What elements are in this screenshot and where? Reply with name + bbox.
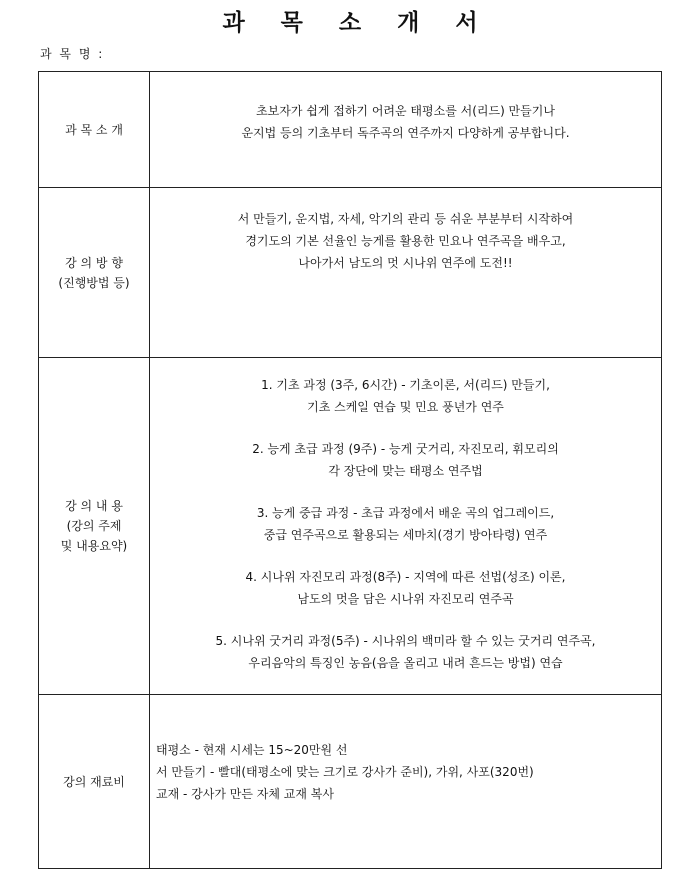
materials-line: 교재 - 강사가 만든 자체 교재 복사 [156, 787, 334, 801]
curriculum-item-title: 1. 기초 과정 (3주, 6시간) - 기초이론, 서(리드) 만들기, [261, 378, 550, 392]
curriculum-item-detail: 기초 스케일 연습 및 민요 풍년가 연주 [307, 400, 504, 414]
content-sublabel: (강의 주제 [66, 519, 122, 533]
intro-label-cell [39, 72, 150, 188]
materials-line: 서 만들기 - 빨대(태평소에 맞는 크기로 강사가 준비), 가위, 사포(320번) [156, 765, 534, 779]
curriculum-item-title: 4. 시나위 자진모리 과정(8주) - 지역에 따른 선법(성조) 이론, [245, 570, 566, 584]
content-label: 강 의 내 용 [65, 499, 123, 513]
curriculum-item-title: 5. 시나위 굿거리 과정(5주) - 시나위의 백미라 할 수 있는 굿거리 연주곡, [215, 634, 596, 648]
content-label-cell [39, 358, 150, 695]
intro-label: 과 목 소 개 [65, 122, 123, 137]
content-content-cell [150, 358, 662, 695]
materials-label-cell [39, 695, 150, 869]
curriculum-item-detail: 각 장단에 맞는 태평소 연주법 [328, 464, 483, 478]
direction-label: 강 의 방 향 [65, 255, 123, 270]
curriculum-item-detail: 남도의 멋을 담은 시나위 자진모리 연주곡 [297, 592, 514, 606]
course-form-table [38, 71, 662, 869]
direction-content-cell [150, 188, 662, 358]
course-name-label: 과 목 명 : [40, 47, 105, 61]
direction-line: 경기도의 기본 선율인 능게를 활용한 민요나 연주곡을 배우고, [245, 234, 566, 248]
content-row [39, 358, 662, 695]
direction-row [39, 188, 662, 358]
intro-content-cell [150, 72, 662, 188]
direction-line: 서 만들기, 운지법, 자세, 악기의 관리 등 쉬운 부분부터 시작하여 [237, 212, 574, 226]
intro-line: 운지법 등의 기초부터 독주곡의 연주까지 다양하게 공부합니다. [241, 126, 570, 140]
curriculum-item [150, 566, 661, 610]
curriculum-item [150, 438, 661, 482]
direction-label-cell [39, 188, 150, 358]
materials-label: 강의 재료비 [63, 774, 125, 789]
materials-content-cell [150, 695, 662, 869]
curriculum-item-detail: 우리음악의 특징인 농음(음을 올리고 내려 흔드는 방법) 연습 [248, 656, 563, 670]
content-sublabel: 및 내용요약) [60, 539, 128, 553]
direction-sublabel: (진행방법 등) [58, 275, 130, 290]
intro-line: 초보자가 쉽게 접하기 어려운 태평소를 서(리드) 만들기나 [256, 104, 555, 118]
curriculum-item-title: 3. 능게 중급 과정 - 초급 과정에서 배운 곡의 업그레이드, [256, 506, 555, 520]
materials-row [39, 695, 662, 869]
document-title: 과 목 소 개 서 [222, 10, 492, 36]
materials-line: 태평소 - 현재 시세는 15~20만원 선 [156, 743, 348, 757]
intro-row [39, 72, 662, 188]
curriculum-item [150, 630, 661, 674]
direction-line: 나아가서 남도의 멋 시나위 연주에 도전!! [298, 256, 513, 270]
curriculum-item [150, 502, 661, 546]
curriculum-item-detail: 중급 연주곡으로 활용되는 세마치(경기 방아타령) 연주 [263, 528, 548, 542]
curriculum-item-title: 2. 능게 초급 과정 (9주) - 능게 굿거리, 자진모리, 휘모리의 [252, 442, 559, 456]
curriculum-item [150, 374, 661, 418]
